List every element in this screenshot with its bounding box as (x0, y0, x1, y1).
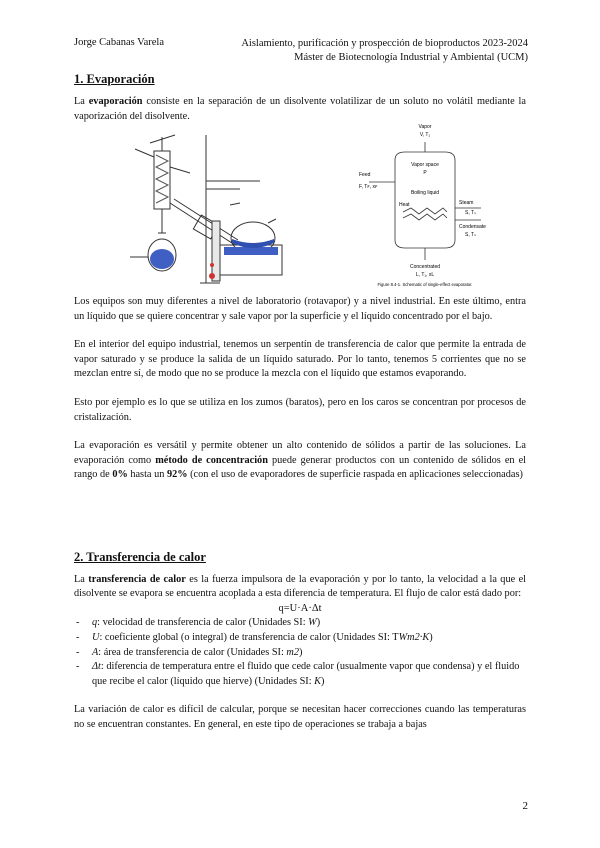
section1-paragraph-3: En el interior del equipo industrial, tenemos un serpentín de transferencia de calor que permite la entrada de vapor saturado y se produce la salida de un líquido saturado. Por lo tanto, tenemos 5 corrientes que no se mezclan entre sí, de modo que no se produce la mezcla con el líquido que estamos evaporando. (74, 339, 526, 380)
definition-item: - q: velocidad de transferencia de calor (Unidades SI: W) (74, 616, 526, 631)
section1-paragraph-5: La evaporación es versátil y permite obtener un alto contenido de sólidos a partir de las soluciones. La evaporación como método de concentración puede generar productos con un contenido de sólidos en el rango de 0% hasta un 92% (con el uso de evaporadores de superficie raspada en aplicaciones seleccionadas) (74, 440, 527, 481)
label-concentrated-sub: L, T₁, xL (415, 272, 435, 278)
formula-definitions (74, 616, 526, 689)
section2-title: 2. Transferencia de calor (74, 550, 206, 564)
figure-caption: Figure 8.4-1. Schematic of single-effect evaporator. (377, 282, 473, 287)
term-metodo-concentracion: método de concentración (155, 454, 268, 466)
section1-body (74, 295, 526, 483)
term-transferencia-calor: transferencia de calor (88, 573, 186, 585)
label-vapor: Vapor (418, 124, 432, 130)
single-effect-evaporator-figure (355, 120, 495, 290)
definition-item: - U: coeficiente global (o integral) de transferencia de calor (Unidades SI: TWm2·K) (74, 631, 526, 646)
section1-title: 1. Evaporación (74, 72, 155, 86)
section2-paragraph-1: La transferencia de calor es la fuerza impulsora de la evaporación y por lo tanto, la velocidad a la que el disolvente se evapora se encuentra acoplada a esta diferencia de temperatura. El flujo de calor está dado por: (74, 573, 527, 600)
term-evaporacion: evaporación (88, 96, 143, 107)
section1-paragraph-4: Esto por ejemplo es lo que se utiliza en los zumos (baratos), pero en los caros se concentran por procesos de cristalización. (74, 396, 526, 423)
label-condensate: Condensate (459, 224, 486, 230)
label-concentrated: Concentrated (409, 264, 441, 270)
rotary-evaporator-figure (120, 133, 290, 285)
section1-title-wrap (74, 72, 526, 87)
label-feed: Feed (359, 172, 371, 178)
receiving-flask-liquid (150, 249, 174, 269)
label-condensate-sub: S, Tₛ (465, 232, 476, 238)
heat-flux-formula: q=U·A·Δt (278, 602, 322, 614)
label-vapor-sub: V, T₁ (419, 132, 431, 138)
definition-item: - Δt: diferencia de temperatura entre el fluido que cede calor (usualmente vapor que condensa) y el fluido que recibe el calor (líquido que hierve) (Unidades SI: K) (74, 660, 526, 689)
label-p: P (423, 170, 427, 176)
definition-item: - A: área de transferencia de calor (Unidades SI: m2) (74, 646, 526, 661)
label-feed-sub: F, Tꜰ, xꜰ (359, 184, 378, 190)
label-vapor-space: Vapor space (411, 162, 439, 168)
page-number: 2 (522, 800, 528, 812)
bath-liquid (224, 247, 278, 255)
section1-paragraph-1: La evaporación consiste en la separación de un disolvente volatilizar de un soluto no volátil mediante la vaporización del disolvente. (74, 96, 526, 122)
header-course-info (241, 37, 528, 65)
flask-liquid (232, 239, 274, 248)
label-steam: Steam (459, 200, 474, 206)
label-boiling: Boiling liquid (410, 190, 440, 196)
header-course: Aislamiento, purificación y prospección de bioproductos 2023-2024 (241, 38, 528, 49)
section1-paragraph-2: Los equipos son muy diferentes a nivel de laboratorio (rotavapor) y a nivel industrial. En este último, entra un líquido que se quiere concentrar y sale vapor por la superficie y el líquido concentrado por el bajo. (74, 296, 526, 322)
section2-paragraph-2: La variación de calor es difícil de calcular, porque se necesitan hacer correcciones cuando las temperaturas no se encuentran constantes. En general, en este tipo de operaciones se trabaja a bajas (74, 704, 526, 730)
label-steam-sub: S, Tₛ (465, 210, 476, 216)
section2 (74, 550, 526, 733)
label-heat: Heat (399, 202, 410, 208)
header-program: Máster de Biotecnología Industrial y Ambiental (UCM) (294, 52, 528, 63)
header-author: Jorge Cabanas Varela (74, 37, 164, 48)
